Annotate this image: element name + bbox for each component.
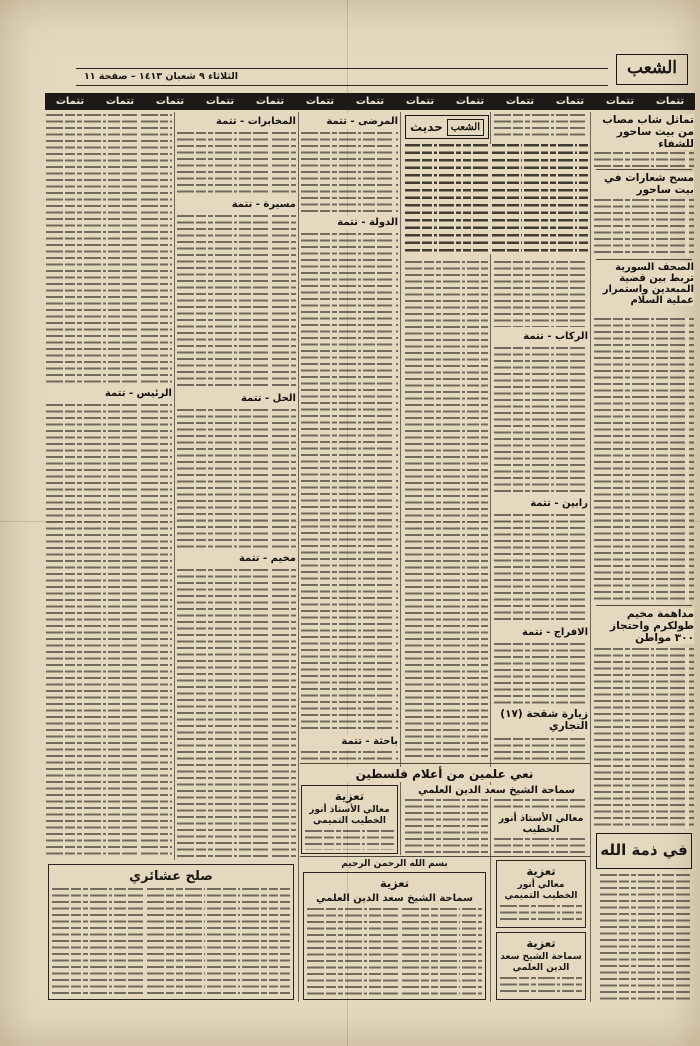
obituaries-title-box: في ذمة الله xyxy=(596,833,692,869)
section-divider xyxy=(300,856,590,857)
story-divider xyxy=(596,259,692,260)
dateline-text: الثلاثاء ٩ شعبان ١٤١٣ – صفحة ١١ xyxy=(84,71,239,82)
article-body xyxy=(405,261,488,760)
headline-beit-sahour-slogans: مسح شعارات في بيت ساحور xyxy=(594,172,694,196)
tribal-reconciliation-title: صلح عشائري xyxy=(129,869,213,884)
condolence-notice xyxy=(496,932,586,1000)
article-body xyxy=(301,233,398,732)
banner-word: تتمات xyxy=(55,96,85,107)
column-rule xyxy=(400,112,401,855)
banner-word: تتمات xyxy=(655,96,685,107)
condolence-notice xyxy=(496,860,586,928)
condolence-body xyxy=(500,977,582,996)
column-rule xyxy=(590,112,591,1002)
article-body xyxy=(177,569,296,857)
article-body xyxy=(46,404,172,857)
hadith-al-shaab-header xyxy=(405,115,489,139)
article-body xyxy=(494,261,588,327)
condolence-body xyxy=(307,908,482,996)
section-divider xyxy=(300,763,590,764)
condolence-notice xyxy=(301,785,398,854)
condolence-body xyxy=(500,905,582,924)
condolence-name: سماحة الشيخ سعد الدين العلمي xyxy=(316,893,473,904)
condolence-name: معالي أنور الخطيب التميمي xyxy=(504,880,578,901)
banner-word: تتمات xyxy=(405,96,435,107)
article-body xyxy=(494,347,588,494)
continuation-heading-almukhabarat: المخابرات - تتمة xyxy=(177,115,296,129)
story-divider xyxy=(596,169,692,170)
banner-word: تتمات xyxy=(555,96,585,107)
continuations-banner xyxy=(45,93,695,110)
continuation-heading-almarda: المرضى - تتمة xyxy=(301,115,398,129)
article-body xyxy=(177,409,296,549)
column-rule xyxy=(298,112,299,1002)
continuation-heading-alhal: الحل - تتمة xyxy=(177,392,296,406)
article-body xyxy=(594,648,694,830)
banner-word: تتمات xyxy=(205,96,235,107)
basmala: بسم الله الرحمن الرحيم xyxy=(341,859,448,869)
banner-word: تتمات xyxy=(305,96,335,107)
column-rule xyxy=(174,112,175,860)
condolence-title: تعزية xyxy=(526,864,556,878)
article-body xyxy=(301,132,398,213)
hadith-intro-paragraph xyxy=(405,144,588,254)
article-body xyxy=(177,132,296,195)
headline-syrian-press: الصحف السورية تربط بين قضية المبعدين واستمرار عملية السلام xyxy=(594,262,694,306)
condolence-body xyxy=(305,830,394,850)
tribal-reconciliation-notice xyxy=(48,864,294,1000)
banner-word: تتمات xyxy=(155,96,185,107)
continuation-heading-mukhayyam: مخيم - تتمة xyxy=(177,552,296,566)
dateline-bar xyxy=(76,68,608,86)
condolence-title: تعزية xyxy=(379,876,410,890)
banner-word: تتمات xyxy=(505,96,535,107)
banner-word: تتمات xyxy=(455,96,485,107)
continuation-heading-aldawla: الدولة - تتمة xyxy=(301,216,398,230)
continuation-heading-alrais: الرئيس - تتمة xyxy=(46,387,172,401)
article-body xyxy=(494,643,588,705)
condolence-notice xyxy=(303,872,486,1000)
headline-visit: زيارة شقحة (١٧) التجاري xyxy=(494,708,588,732)
article-body xyxy=(594,199,694,257)
article-body xyxy=(594,152,694,168)
condolence-name: معالي الأستاذ أنور الخطيب التميمي xyxy=(309,805,390,826)
article-body xyxy=(494,738,588,760)
condolence-title: تعزية xyxy=(334,789,365,803)
masthead-logo: الشعب xyxy=(616,54,688,85)
banner-word: تتمات xyxy=(355,96,385,107)
continuation-heading-bahitha: باحثة - تتمة xyxy=(301,735,398,749)
article-body xyxy=(494,514,588,623)
article-body xyxy=(177,215,296,389)
obituary-article-headline: نعي علمين من أعلام فلسطين xyxy=(301,767,588,782)
story-divider xyxy=(596,605,692,606)
article-body xyxy=(494,799,588,811)
banner-word: تتمات xyxy=(605,96,635,107)
obituaries-list xyxy=(600,874,690,1000)
article-body xyxy=(301,751,398,761)
headline-tulkarm-raid: مداهمة مخيم طولكرم واحتجاز ٣٠٠ مواطن xyxy=(594,608,694,644)
hadith-title: حديث xyxy=(410,120,443,134)
obituary-subhead-alalami: سماحة الشيخ سعد الدين العلمي xyxy=(405,785,588,797)
continuation-heading-alrukkab: الركاب - تتمة xyxy=(494,330,588,344)
article-body xyxy=(494,838,588,853)
hadith-logo: الشعب xyxy=(447,119,484,136)
continuation-heading-rabin: رابين - تتمة xyxy=(494,497,588,511)
headline-beit-sahour-recovery: تماثل شاب مصاب من بيت ساحور للشفاء xyxy=(594,114,694,150)
continuation-heading-masira: مسيرة - تتمة xyxy=(177,198,296,212)
obituary-subhead-alkhatib: معالي الأستاذ أنور الخطيب xyxy=(494,813,588,835)
banner-word: تتمات xyxy=(105,96,135,107)
article-body xyxy=(494,114,588,140)
article-body xyxy=(46,114,172,384)
article-body xyxy=(594,318,694,604)
article-body xyxy=(405,799,488,853)
condolence-title: تعزية xyxy=(526,936,556,950)
banner-word: تتمات xyxy=(255,96,285,107)
condolence-name: سماحة الشيخ سعد الدين العلمي xyxy=(500,952,582,973)
continuation-heading-alifraj: الافراج - تتمة xyxy=(494,626,588,640)
tribal-reconciliation-body xyxy=(52,888,290,996)
